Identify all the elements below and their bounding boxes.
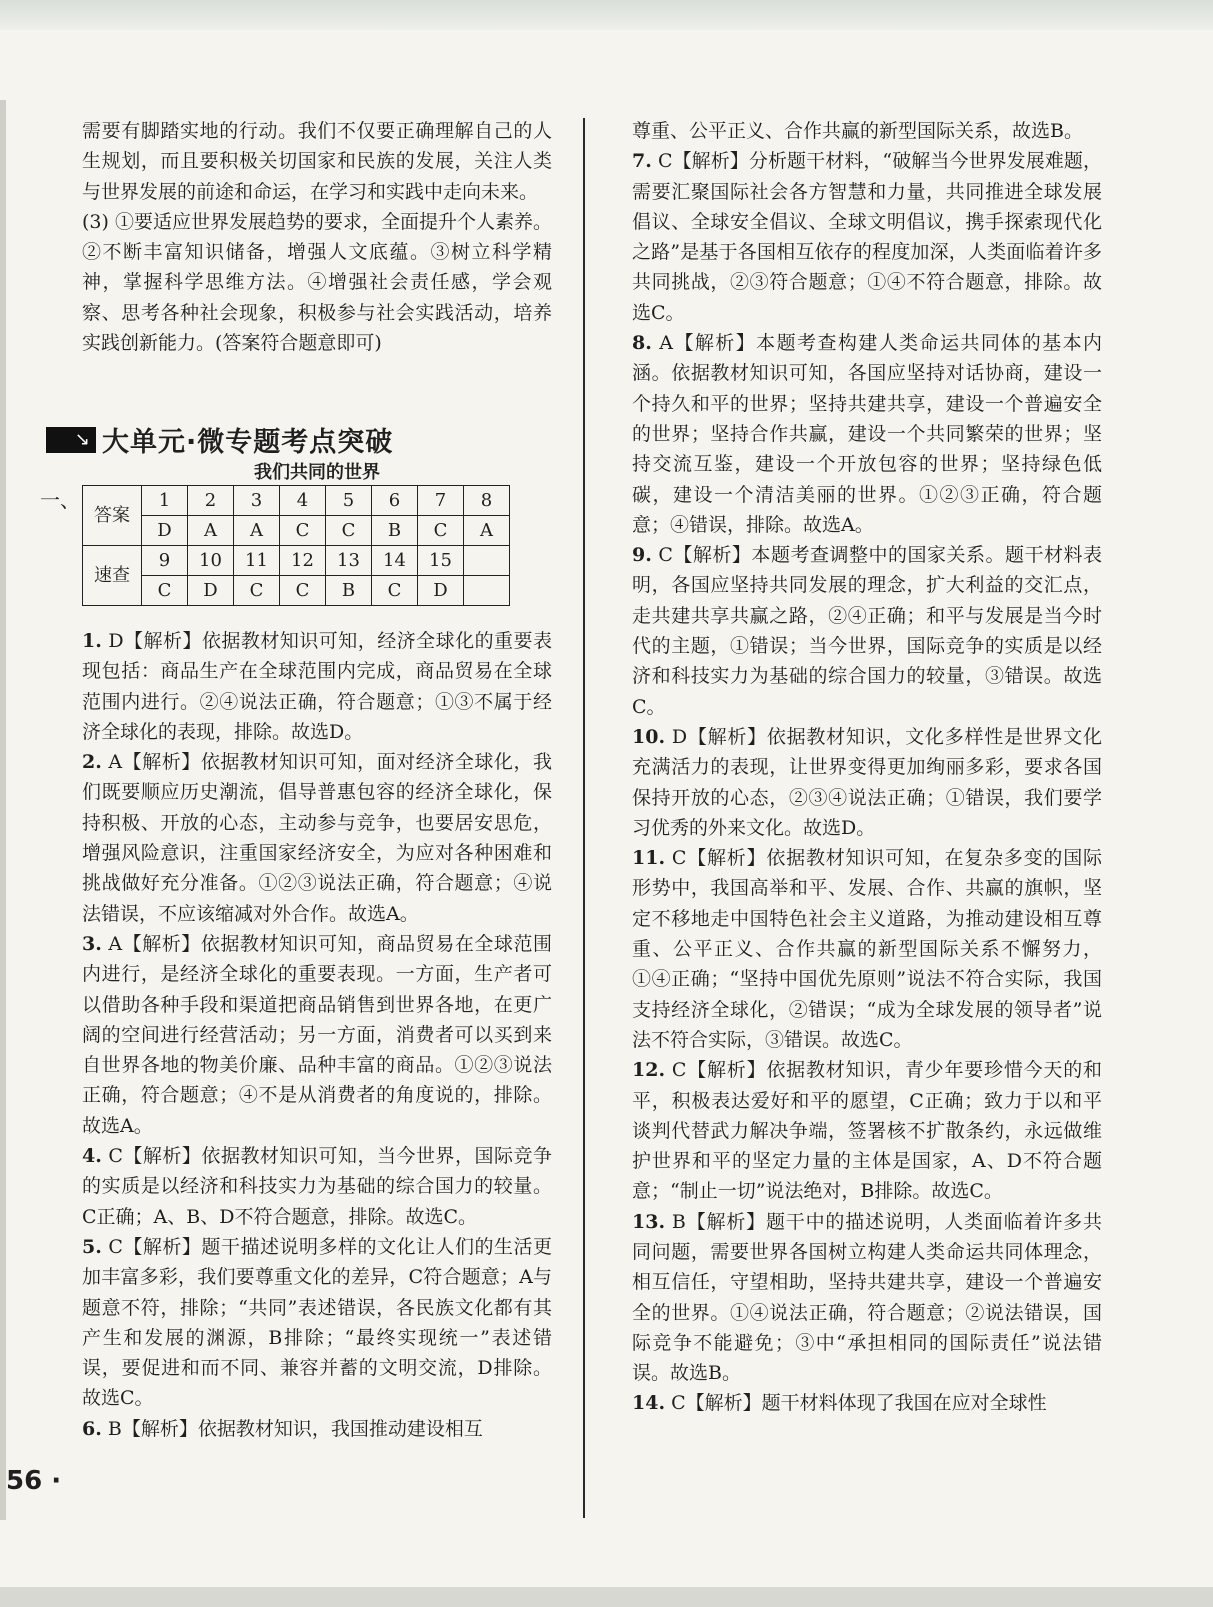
top-scan-band <box>0 0 1213 30</box>
answer-text: C【解析】本题考查调整中的国家关系。题干材料表明，各国应坚持共同发展的理念，扩大利益的交汇点，走共建共享共赢之路，②④正确；和平与发展是当今时代的主题，①错误；当今世界，国际竞争的实质是以经济和科技实力为基础的综合国力的较量，③错误。故选C。 <box>632 544 1102 718</box>
table-cell: 5 <box>326 486 372 516</box>
answer-text: D【解析】依据教材知识，文化多样性是世界文化充满活力的表现，让世界变得更加绚丽多彩，要求各国保持开放的心态，②③④说法正确；①错误，我们要学习优秀的外来文化。故选D。 <box>632 725 1102 839</box>
answer-number: 8. <box>632 332 652 355</box>
table-cell: 8 <box>464 486 510 516</box>
table-cell: C <box>280 516 326 546</box>
table-cell: 10 <box>188 546 234 576</box>
answer-text: 尊重、公平正义、合作共赢的新型国际关系，故选B。 <box>632 120 1083 142</box>
table-cell: 4 <box>280 486 326 516</box>
answer-text: B【解析】题干中的描述说明，人类面临着许多共同问题，需要世界各国树立构建人类命运共同体理念，相互信任，守望相助，坚持共建共享，建设一个普遍安全的世界。①④说法正确，符合题意；②说法错误，国际竞争不能避免；③中“承担相同的国际责任”说法错误。故选B。 <box>632 1210 1102 1385</box>
answer-number: 11. <box>632 847 666 870</box>
table-cell: 13 <box>326 546 372 576</box>
answer-table-label-1: 答案 <box>83 486 142 546</box>
table-cell: A <box>188 516 234 546</box>
left-top-text <box>82 116 552 358</box>
table-cell <box>464 576 510 606</box>
answer-number: 12. <box>632 1059 666 1082</box>
table-cell: 12 <box>280 546 326 576</box>
table-cell: 11 <box>234 546 280 576</box>
answer-item <box>82 747 552 929</box>
table-cell: B <box>372 516 418 546</box>
paragraph: (3) ①要适应世界发展趋势的要求，全面提升个人素养。②不断丰富知识储备，增强人文底蕴。③树立科学精神，掌握科学思维方法。④增强社会责任感，学会观察、思考各种社会现象，积极参与社会实践活动，培养实践创新能力。(答案符合题意即可) <box>82 210 552 355</box>
answer-number: 10. <box>632 725 666 748</box>
answer-table-label-2: 速查 <box>83 546 142 606</box>
answer-item <box>632 1207 1102 1389</box>
answer-number: 9. <box>632 544 652 567</box>
answer-text: C【解析】分析题干材料，“破解当今世界发展难题，需要汇聚国际社会各方智慧和力量，共同推进全球发展倡议、全球安全倡议、全球文明倡议，携手探索现代化之路”是基于各国相互依存的程度加深，人类面临着许多共同挑战，②③符合题意；①④不符合题意，排除。故选C。 <box>632 150 1102 324</box>
table-cell: 7 <box>418 486 464 516</box>
answer-text: A【解析】依据教材知识可知，面对经济全球化，我们既要顺应历史潮流，倡导普惠包容的经济全球化，保持积极、开放的心态，主动参与竞争，也要居安思危，增强风险意识，注重国家经济安全，为应对各种困难和挑战做好充分准备。①②③说法正确，符合题意；④说法错误，不应该缩减对外合作。故选A。 <box>82 751 552 925</box>
table-cell: 3 <box>234 486 280 516</box>
table-cell <box>464 546 510 576</box>
paragraph: 需要有脚踏实地的行动。我们不仅要正确理解自己的人生规划，而且要积极关切国家和民族的发展，关注人类与世界发展的前途和命运，在学习和实践中走向未来。 <box>82 120 552 203</box>
table-cell: 2 <box>188 486 234 516</box>
answer-table <box>82 485 510 606</box>
answer-item <box>632 116 1102 146</box>
answer-number: 1. <box>82 630 102 652</box>
table-cell: C <box>280 576 326 606</box>
answer-item <box>82 1414 552 1444</box>
answer-number: 2. <box>82 751 102 774</box>
answer-item <box>82 1232 552 1414</box>
table-cell: A <box>464 516 510 546</box>
table-cell: C <box>142 576 188 606</box>
answer-item <box>632 1388 1102 1418</box>
answer-item <box>82 929 552 1141</box>
table-cell: C <box>234 576 280 606</box>
part-marker: 一、 <box>40 488 80 512</box>
table-cell: C <box>372 576 418 606</box>
answer-text: A【解析】本题考查构建人类命运共同体的基本内涵。依据教材知识可知，各国应坚持对话协商，建设一个持久和平的世界；坚持共建共享，建设一个普遍安全的世界；坚持合作共赢，建设一个共同繁荣的世界；坚持交流互鉴，建设一个开放包容的世界；坚持绿色低碳，建设一个清洁美丽的世界。①②③正确，符合题意；④错误，排除。故选A。 <box>632 332 1102 536</box>
table-cell: B <box>326 576 372 606</box>
column-divider <box>583 118 585 1518</box>
answer-item <box>632 843 1102 1055</box>
answer-number: 3. <box>82 932 102 955</box>
table-cell: 6 <box>372 486 418 516</box>
answer-number: 5. <box>82 1235 102 1258</box>
answer-text: B【解析】依据教材知识，我国推动建设相互 <box>101 1417 483 1440</box>
left-scan-edge <box>0 100 6 1520</box>
page-number: 56 · <box>6 1466 62 1496</box>
table-cell: D <box>142 516 188 546</box>
answer-text: C【解析】依据教材知识可知，在复杂多变的国际形势中，我国高举和平、发展、合作、共赢的旗帜，坚定不移地走中国特色社会主义道路，为推动建设相互尊重、公平正义、合作共赢的新型国际关系不懈努力，①④正确；“坚持中国优先原则”说法不符合实际，我国支持经济全球化，②错误；“成为全球发展的领导者”说法不符合实际，③错误。故选C。 <box>632 847 1102 1051</box>
answer-item <box>82 626 552 747</box>
table-cell: 1 <box>142 486 188 516</box>
table-cell: 9 <box>142 546 188 576</box>
right-answer-list <box>632 116 1102 1419</box>
table-cell: D <box>418 576 464 606</box>
section-subtitle: 我们共同的世界 <box>254 462 380 483</box>
answer-text: C【解析】依据教材知识可知，当今世界，国际竞争的实质是以经济和科技实力为基础的综合国力的较量。C正确；A、B、D不符合题意，排除。故选C。 <box>82 1145 552 1228</box>
table-cell: C <box>326 516 372 546</box>
table-cell: A <box>234 516 280 546</box>
answer-text: A【解析】依据教材知识可知，商品贸易在全球范围内进行，是经济全球化的重要表现。一方面，生产者可以借助各种手段和渠道把商品销售到世界各地，在更广阔的空间进行经营活动；另一方面，消费者可以买到来自世界各地的物美价廉、品种丰富的商品。①②③说法正确，符合题意；④不是从消费者的角度说的，排除。故选A。 <box>82 932 552 1137</box>
left-answer-list <box>82 626 552 1444</box>
table-cell: 15 <box>418 546 464 576</box>
answer-item <box>632 328 1102 540</box>
table-cell: C <box>418 516 464 546</box>
answer-item <box>632 146 1102 328</box>
table-cell: D <box>188 576 234 606</box>
answer-item <box>632 1055 1102 1206</box>
answer-number: 6. <box>82 1417 102 1440</box>
answer-text: C【解析】题干描述说明多样的文化让人们的生活更加丰富多彩，我们要尊重文化的差异，C符合题意；A与题意不符，排除；“共同”表述错误，各民族文化都有其产生和发展的渊源，B排除；“最终实现统一”表述错误，要促进和而不同、兼容并蓄的文明交流，D排除。故选C。 <box>82 1235 552 1410</box>
answer-item <box>632 540 1102 722</box>
answer-number: 14. <box>632 1392 666 1415</box>
table-cell: 14 <box>372 546 418 576</box>
answer-number: 4. <box>82 1145 102 1168</box>
section-arrow-icon <box>46 427 96 453</box>
answer-text: C【解析】题干材料体现了我国在应对全球性 <box>665 1392 1047 1415</box>
answer-text: C【解析】依据教材知识，青少年要珍惜今天的和平，积极表达爱好和平的愿望，C正确；致力于以和平谈判代替武力解决争端，签署核不扩散条约，永远做维护世界和平的坚定力量的主体是国家，A、D不符合题意；“制止一切”说法绝对，B排除。故选C。 <box>632 1059 1102 1203</box>
answer-text: D【解析】依据教材知识可知，经济全球化的重要表现包括：商品生产在全球范围内完成，商品贸易在全球范围内进行。②④说法正确，符合题意；①③不属于经济全球化的表现，排除。故选D。 <box>82 630 552 743</box>
bottom-scan-band <box>0 1587 1213 1607</box>
section-header <box>46 420 393 459</box>
answer-item <box>82 1141 552 1232</box>
answer-number: 13. <box>632 1210 666 1233</box>
section-title: 大单元·微专题考点突破 <box>102 427 394 458</box>
answer-item <box>632 722 1102 843</box>
answer-number: 7. <box>632 150 652 173</box>
